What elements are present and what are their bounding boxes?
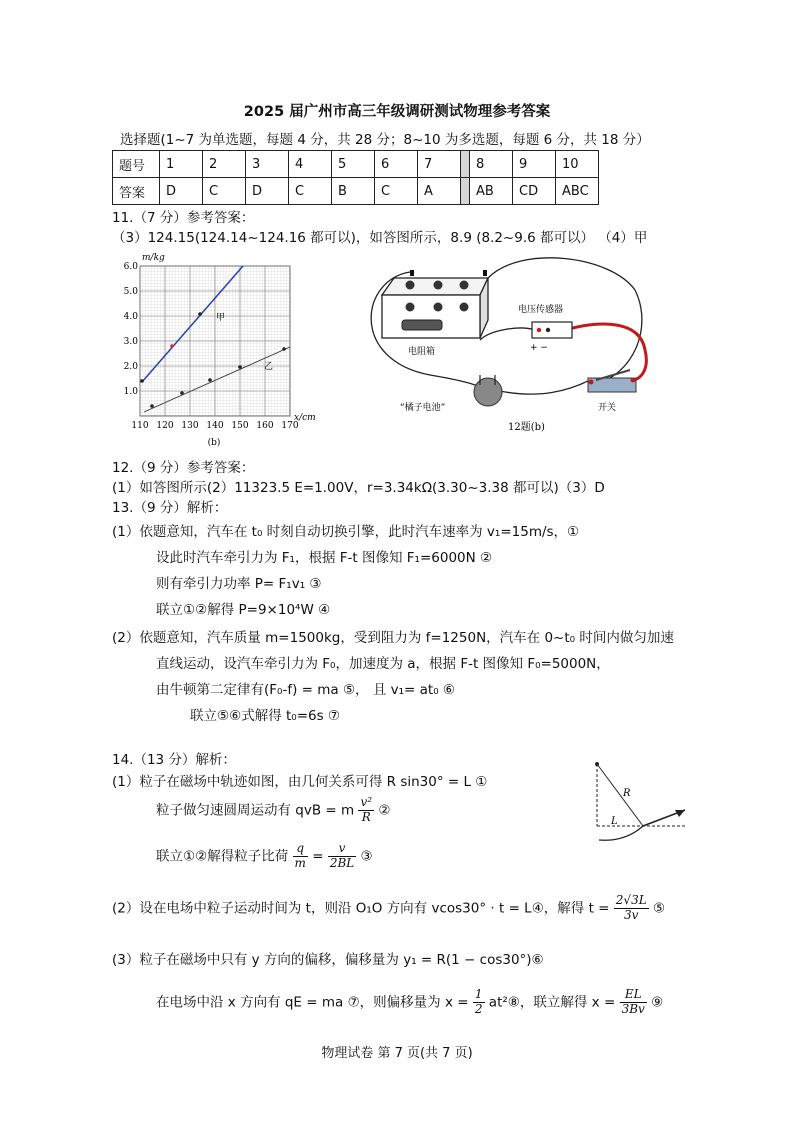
denominator: 2 [474,1001,483,1016]
numerator: q [293,842,308,857]
x-tick: 130 [181,421,199,431]
denominator: 3v [624,907,639,922]
table-cell: C [375,178,418,205]
q11-answer: （3）124.15(124.14~124.16 都可以)，如答图所示，8.9 (8.2~9.6 都可以） （4）甲 [112,230,648,246]
q14-head: 14.（13 分）解析： [112,752,236,768]
table-cell: 9 [513,151,556,178]
label-yi: 乙 [264,362,274,372]
resistor-box-label: 电阻箱 [408,347,436,357]
data-point [180,391,184,395]
text: at²⑧，联立解得 x = [488,994,616,1011]
battery-label: “橘子电池” [400,403,446,413]
q13-line: 联立①②解得 P=9×10⁴W ④ [156,602,331,618]
fraction [473,988,485,1017]
mass-extension-graph [112,250,316,450]
resistor-window [402,320,442,330]
q13-line: (1）依题意知，汽车在 t₀ 时刻自动切换引擎，此时汽车速率为 v₁=15m/s，① [112,524,580,540]
table-cell: 6 [375,151,418,178]
fraction [614,894,649,923]
numerator: 2√3L [615,893,647,907]
mcq-header: 选择题(1~7 为单选题，每题 4 分，共 28 分；8~10 为多选题，每题 6 分，共 18 分） [120,132,650,148]
sensor-polarity: + − [530,343,548,353]
y-tick: 3.0 [123,337,138,347]
q14-line: (1）粒子在磁场中轨迹如图，由几何关系可得 R sin30° = L ① [112,774,488,790]
fraction [293,842,308,871]
q12-head: 12.（9 分）参考答案： [112,460,255,476]
answer-table [112,150,599,205]
circuit-diagram [340,250,680,445]
row-label: 题号 [113,151,160,178]
table-cell: D [246,178,289,205]
y-tick: 1.0 [123,387,138,397]
x-tick: 120 [156,421,174,431]
table-cell: ABC [556,178,599,205]
trajectory-figure [585,760,695,855]
q11-head: 11.（7 分）参考答案： [112,210,255,226]
data-point [282,347,286,351]
fraction [620,988,647,1017]
circuit-caption: 12题(b) [508,422,545,433]
q13-line: (2）依题意知，汽车质量 m=1500kg，受到阻力为 f=1250N，汽车在 0~t₀ 时间内做匀加速 [112,630,674,646]
text: ⑤ [652,900,666,917]
table-cell: CD [513,178,556,205]
q13-head: 13.（9 分）解析： [112,500,228,516]
sensor-terminal [537,328,541,332]
x-tick: 170 [281,421,299,431]
text: ② [378,802,391,819]
data-point [238,365,242,369]
page-title: 2025 届广州市高三年级调研测试物理参考答案 [243,104,551,120]
wire [495,380,590,394]
wire [488,258,642,378]
x-tick: 150 [231,421,249,431]
table-cell: AB [470,178,513,205]
terminal [410,270,414,276]
fig-label-R: R [623,788,631,799]
table-cell: B [332,178,375,205]
radius-line [597,764,643,826]
x-tick: 110 [131,421,149,431]
switch-terminal [589,380,594,385]
q12-answer: (1）如答图所示(2）11323.5 E=1.00V，r=3.34kΩ(3.30~3.38 都可以)（3）D [112,480,605,496]
page-footer: 物理试卷 第 7 页(共 7 页) [321,1046,473,1061]
text: = [312,848,324,865]
q14-line-6 [156,988,663,1017]
fraction [328,842,356,871]
q13-line: 设此时汽车牵引力为 F₁，根据 F-t 图像知 F₁=6000N ② [156,550,493,566]
numerator: v [328,842,356,857]
q13-line: 则有牵引力功率 P= F₁v₁ ③ [156,576,322,592]
text: 粒子做匀速圆周运动有 qvB = m [156,802,355,819]
table-cell: C [289,178,332,205]
table-cell: 2 [203,151,246,178]
orange-battery [474,378,502,406]
table-cell: 3 [246,151,289,178]
q13-line: 直线运动，设汽车牵引力为 F₀，加速度为 a，根据 F-t 图像知 F₀=5000N， [156,656,610,672]
q14-line-4 [112,894,665,923]
text: ③ [360,848,373,865]
center-point [595,762,599,766]
q14-line-3 [156,842,373,871]
y-tick: 4.0 [123,312,138,322]
switch [588,378,636,392]
q14-line-2 [156,796,390,825]
arc-path [599,826,643,840]
table-gap [461,178,470,205]
row-label: 答案 [113,178,160,205]
label-jia: 甲 [216,313,226,323]
denominator: R [361,809,371,824]
denominator: 2BL [329,855,355,870]
table-cell: 5 [332,151,375,178]
denominator: m [294,855,306,870]
graph-xlabel: x/cm [294,413,316,423]
text: 联立①②解得粒子比荷 [156,848,289,865]
sensor-terminal [546,328,550,332]
x-tick: 160 [256,421,274,431]
table-cell: C [203,178,246,205]
table-cell: 1 [160,151,203,178]
graph-caption: (b) [207,438,221,448]
q13-line: 由牛顿第二定律有(F₀-f) = ma ⑤， 且 v₁= at₀ ⑥ [156,682,456,698]
table-cell: 7 [418,151,461,178]
data-point [198,312,202,316]
voltage-sensor-label: 电压传感器 [518,305,564,315]
table-cell: D [160,178,203,205]
table-cell: 4 [289,151,332,178]
denominator: 3Bv [621,1001,645,1016]
numerator: EL [620,988,647,1003]
q13-line: 联立⑤⑥式解得 t₀=6s ⑦ [190,708,341,724]
fraction [358,796,374,825]
numerator: 1 [474,987,483,1001]
switch-terminal [631,378,636,383]
data-point [140,379,144,383]
data-point [170,344,174,348]
graph-ylabel: m/kg [142,253,165,263]
x-tick: 140 [206,421,224,431]
table-row [113,151,599,178]
data-point [208,378,212,382]
numerator: v² [360,795,373,809]
y-tick: 2.0 [123,362,138,372]
y-tick: 5.0 [123,287,138,297]
y-tick: 6.0 [123,262,138,272]
table-gap [461,151,470,178]
wire [480,328,535,340]
table-row [113,178,599,205]
table-cell: 8 [470,151,513,178]
fig-label-L: L [611,816,618,827]
terminal [483,270,487,276]
text: 在电场中沿 x 方向有 qE = ma ⑦，则偏移量为 x = [156,994,469,1011]
q14-line: (3）粒子在磁场中只有 y 方向的偏移，偏移量为 y₁ = R(1 − cos30°)⑥ [112,952,544,968]
text: (2）设在电场中粒子运动时间为 t，则沿 O₁O 方向有 vcos30° · t = L④，解得 t = [112,900,610,917]
data-point [150,404,154,408]
resistor-box [382,295,480,338]
table-cell: A [418,178,461,205]
text: ⑨ [651,994,664,1011]
table-cell: 10 [556,151,599,178]
switch-label: 开关 [598,403,617,413]
